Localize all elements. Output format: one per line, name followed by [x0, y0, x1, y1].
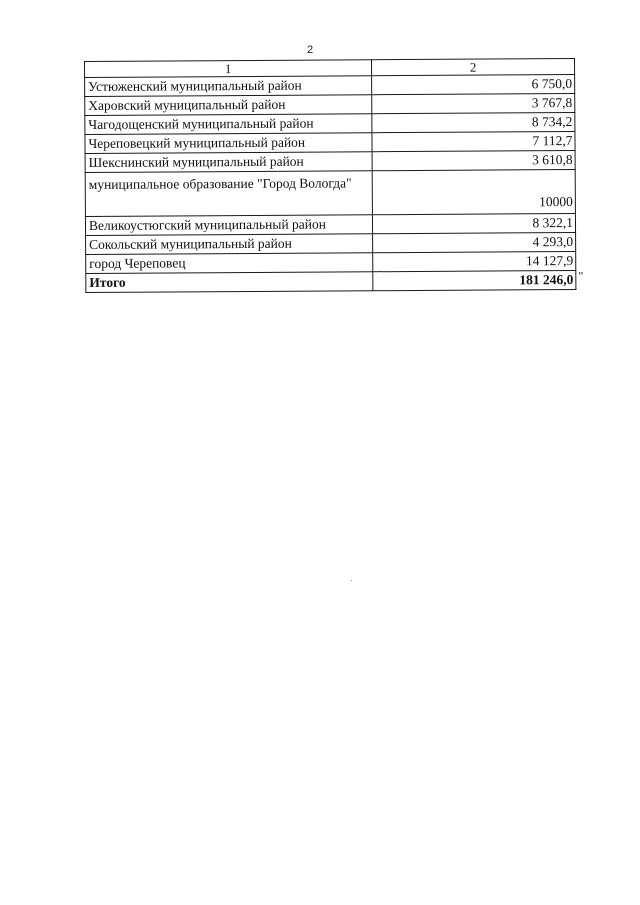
row-value: 7 112,7	[372, 132, 575, 152]
closing-quote-mark: "	[578, 268, 584, 283]
table-row	[85, 170, 575, 217]
row-value: 14 127,9	[373, 252, 576, 272]
row-name: муниципальное образование "Город Вологда"	[85, 171, 372, 217]
scan-speck	[351, 580, 352, 581]
row-name: город Череповец	[86, 253, 373, 274]
row-value: 3 767,8	[372, 94, 575, 114]
allocation-table-wrapper	[84, 58, 584, 293]
row-value: 3 610,8	[372, 151, 575, 171]
total-row	[86, 270, 576, 292]
row-name: Сокольский муниципальный район	[86, 234, 373, 255]
total-label: Итого	[86, 272, 373, 293]
row-value: 8 734,2	[372, 113, 575, 133]
row-value: 10000	[372, 170, 575, 215]
row-name: Чагодощенский муниципальный район	[85, 114, 372, 135]
row-name: Череповецкий муниципальный район	[85, 133, 372, 154]
page-number: 2	[306, 44, 314, 56]
row-name: Харовский муниципальный район	[85, 95, 372, 116]
row-name: Шекснинский муниципальный район	[85, 152, 372, 173]
column-header-2: 2	[371, 59, 574, 76]
total-value: 181 246,0	[373, 270, 576, 290]
row-value: 4 293,0	[373, 233, 576, 253]
row-value: 6 750,0	[372, 75, 575, 95]
row-name: Устюженский муниципальный район	[85, 76, 372, 97]
row-name: Великоустюгский муниципальный район	[85, 215, 372, 236]
row-value: 8 322,1	[372, 214, 575, 234]
column-header-1: 1	[85, 60, 372, 78]
allocation-table	[84, 58, 576, 293]
